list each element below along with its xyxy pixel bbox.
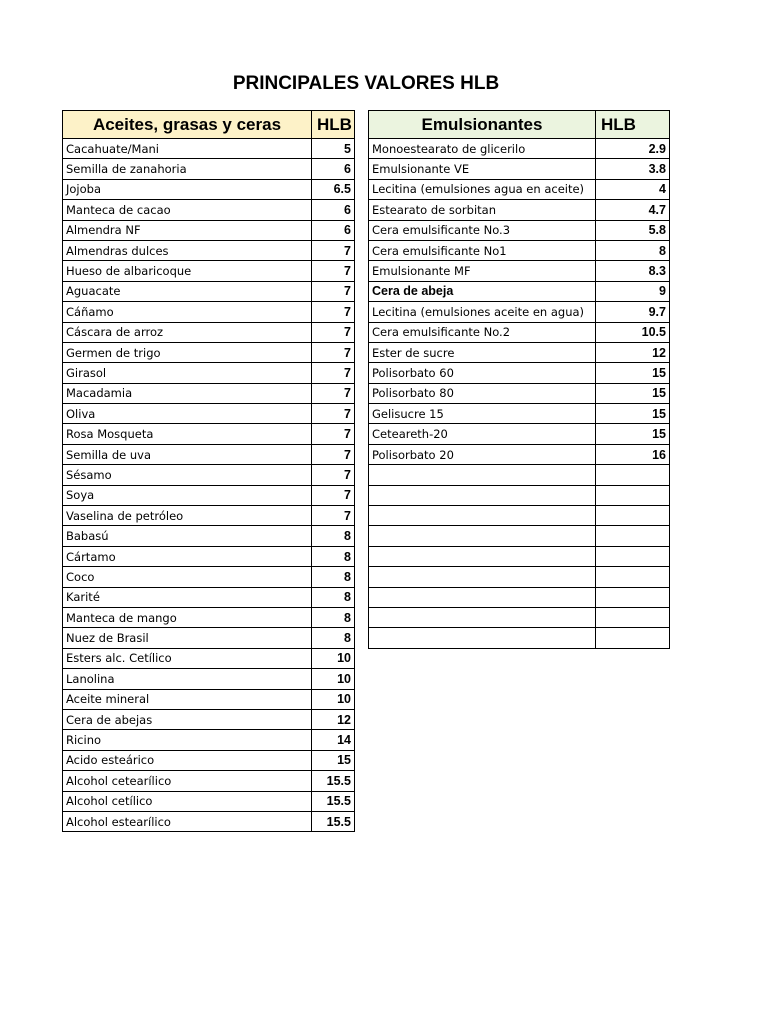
table-row <box>63 607 355 627</box>
name-cell: Polisorbato 20 <box>369 444 596 464</box>
name-cell: Ceteareth-20 <box>369 424 596 444</box>
name-cell: Emulsionante MF <box>369 261 596 281</box>
hlb-cell: 6.5 <box>312 179 355 199</box>
name-cell: Girasol <box>63 363 312 383</box>
table-row <box>63 444 355 464</box>
hlb-cell: 7 <box>312 383 355 403</box>
hlb-cell: 12 <box>596 342 670 362</box>
name-cell: Cera de abeja <box>369 281 596 301</box>
name-cell: Alcohol cetearílico <box>63 771 312 791</box>
table-row <box>369 342 670 362</box>
hlb-cell: 15 <box>312 750 355 770</box>
table-row <box>369 200 670 220</box>
table-row <box>63 791 355 811</box>
empty-cell <box>596 506 670 526</box>
table-row <box>63 383 355 403</box>
table-row <box>369 159 670 179</box>
table-row <box>369 281 670 301</box>
table-row <box>369 383 670 403</box>
table-row <box>63 322 355 342</box>
hlb-cell: 15.5 <box>312 771 355 791</box>
name-cell: Monoestearato de glicerilo <box>369 139 596 159</box>
table-row <box>63 424 355 444</box>
empty-cell <box>596 526 670 546</box>
hlb-cell: 7 <box>312 465 355 485</box>
empty-cell <box>369 506 596 526</box>
emulsifiers-name-header: Emulsionantes <box>369 111 596 139</box>
empty-cell <box>596 485 670 505</box>
hlb-cell: 7 <box>312 322 355 342</box>
table-row <box>63 240 355 260</box>
hlb-cell: 9 <box>596 281 670 301</box>
hlb-cell: 15 <box>596 383 670 403</box>
hlb-cell: 10 <box>312 648 355 668</box>
empty-row <box>369 526 670 546</box>
empty-cell <box>369 465 596 485</box>
name-cell: Almendra NF <box>63 220 312 240</box>
name-cell: Cera emulsificante No1 <box>369 240 596 260</box>
empty-cell <box>369 567 596 587</box>
table-row <box>63 200 355 220</box>
empty-cell <box>596 465 670 485</box>
hlb-cell: 12 <box>312 709 355 729</box>
hlb-cell: 8 <box>312 587 355 607</box>
empty-row <box>369 465 670 485</box>
table-row <box>63 465 355 485</box>
name-cell: Polisorbato 60 <box>369 363 596 383</box>
name-cell: Rosa Mosqueta <box>63 424 312 444</box>
name-cell: Oliva <box>63 404 312 424</box>
table-row <box>369 424 670 444</box>
table-row <box>369 179 670 199</box>
hlb-cell: 6 <box>312 220 355 240</box>
name-cell: Alcohol cetílico <box>63 791 312 811</box>
table-row <box>369 363 670 383</box>
empty-cell <box>596 607 670 627</box>
hlb-cell: 7 <box>312 506 355 526</box>
table-row <box>63 811 355 831</box>
hlb-cell: 15 <box>596 363 670 383</box>
hlb-cell: 7 <box>312 404 355 424</box>
hlb-cell: 5.8 <box>596 220 670 240</box>
emulsifiers-hlb-header: HLB <box>596 111 670 139</box>
table-row <box>63 750 355 770</box>
hlb-cell: 8 <box>312 607 355 627</box>
name-cell: Esters alc. Cetílico <box>63 648 312 668</box>
empty-cell <box>369 587 596 607</box>
hlb-cell: 4 <box>596 179 670 199</box>
name-cell: Polisorbato 80 <box>369 383 596 403</box>
empty-cell <box>369 628 596 648</box>
empty-cell <box>596 567 670 587</box>
name-cell: Macadamia <box>63 383 312 403</box>
name-cell: Ricino <box>63 730 312 750</box>
page-title: PRINCIPALES VALORES HLB <box>232 73 500 94</box>
oils-header-row <box>63 111 355 139</box>
name-cell: Germen de trigo <box>63 342 312 362</box>
table-row <box>63 363 355 383</box>
emulsifiers-header-row <box>369 111 670 139</box>
hlb-cell: 7 <box>312 240 355 260</box>
empty-cell <box>369 607 596 627</box>
hlb-cell: 10.5 <box>596 322 670 342</box>
empty-row <box>369 546 670 566</box>
table-row <box>63 567 355 587</box>
hlb-cell: 4.7 <box>596 200 670 220</box>
table-row <box>63 485 355 505</box>
hlb-cell: 14 <box>312 730 355 750</box>
table-row <box>63 261 355 281</box>
name-cell: Cera de abejas <box>63 709 312 729</box>
name-cell: Babasú <box>63 526 312 546</box>
hlb-cell: 7 <box>312 281 355 301</box>
table-row <box>63 220 355 240</box>
name-cell: Acido esteárico <box>63 750 312 770</box>
table-row <box>63 669 355 689</box>
hlb-cell: 15.5 <box>312 791 355 811</box>
name-cell: Sésamo <box>63 465 312 485</box>
hlb-cell: 7 <box>312 342 355 362</box>
hlb-cell: 16 <box>596 444 670 464</box>
name-cell: Cáscara de arroz <box>63 322 312 342</box>
table-row <box>369 139 670 159</box>
table-row <box>63 648 355 668</box>
name-cell: Cacahuate/Mani <box>63 139 312 159</box>
name-cell: Coco <box>63 567 312 587</box>
emulsifiers-table-body <box>369 139 670 649</box>
hlb-cell: 3.8 <box>596 159 670 179</box>
table-row <box>63 506 355 526</box>
table-row <box>369 261 670 281</box>
hlb-cell: 10 <box>312 689 355 709</box>
table-row <box>63 139 355 159</box>
name-cell: Vaselina de petróleo <box>63 506 312 526</box>
hlb-cell: 10 <box>312 669 355 689</box>
name-cell: Semilla de uva <box>63 444 312 464</box>
hlb-cell: 6 <box>312 159 355 179</box>
hlb-cell: 8 <box>312 546 355 566</box>
name-cell: Manteca de cacao <box>63 200 312 220</box>
empty-cell <box>369 485 596 505</box>
name-cell: Cera emulsificante No.3 <box>369 220 596 240</box>
hlb-cell: 8 <box>312 567 355 587</box>
table-row <box>369 220 670 240</box>
table-row <box>63 587 355 607</box>
table-row <box>63 689 355 709</box>
empty-cell <box>596 628 670 648</box>
empty-row <box>369 628 670 648</box>
oils-hlb-header: HLB <box>312 111 355 139</box>
name-cell: Karité <box>63 587 312 607</box>
empty-row <box>369 506 670 526</box>
oils-table <box>62 110 355 832</box>
hlb-cell: 5 <box>312 139 355 159</box>
hlb-cell: 7 <box>312 485 355 505</box>
oils-table-body <box>63 139 355 832</box>
name-cell: Gelisucre 15 <box>369 404 596 424</box>
hlb-cell: 7 <box>312 302 355 322</box>
hlb-cell: 9.7 <box>596 302 670 322</box>
hlb-cell: 15.5 <box>312 811 355 831</box>
name-cell: Lecitina (emulsiones agua en aceite) <box>369 179 596 199</box>
table-row <box>63 730 355 750</box>
table-row <box>63 179 355 199</box>
empty-row <box>369 587 670 607</box>
table-row <box>369 404 670 424</box>
hlb-cell: 15 <box>596 404 670 424</box>
name-cell: Almendras dulces <box>63 240 312 260</box>
name-cell: Nuez de Brasil <box>63 628 312 648</box>
name-cell: Lanolina <box>63 669 312 689</box>
name-cell: Manteca de mango <box>63 607 312 627</box>
table-row <box>63 546 355 566</box>
empty-row <box>369 567 670 587</box>
name-cell: Emulsionante VE <box>369 159 596 179</box>
name-cell: Jojoba <box>63 179 312 199</box>
name-cell: Semilla de zanahoria <box>63 159 312 179</box>
hlb-cell: 8 <box>312 526 355 546</box>
name-cell: Cártamo <box>63 546 312 566</box>
name-cell: Ester de sucre <box>369 342 596 362</box>
oils-name-header: Aceites, grasas y ceras <box>63 111 312 139</box>
table-row <box>63 526 355 546</box>
name-cell: Aguacate <box>63 281 312 301</box>
table-row <box>369 302 670 322</box>
hlb-cell: 7 <box>312 444 355 464</box>
hlb-cell: 6 <box>312 200 355 220</box>
table-row <box>369 444 670 464</box>
table-row <box>63 404 355 424</box>
name-cell: Estearato de sorbitan <box>369 200 596 220</box>
empty-cell <box>369 526 596 546</box>
table-row <box>63 302 355 322</box>
empty-cell <box>369 546 596 566</box>
hlb-cell: 7 <box>312 424 355 444</box>
empty-row <box>369 607 670 627</box>
hlb-cell: 8 <box>312 628 355 648</box>
name-cell: Hueso de albaricoque <box>63 261 312 281</box>
hlb-cell: 7 <box>312 363 355 383</box>
table-row <box>63 342 355 362</box>
table-row <box>369 322 670 342</box>
name-cell: Cáñamo <box>63 302 312 322</box>
hlb-cell: 8 <box>596 240 670 260</box>
empty-row <box>369 485 670 505</box>
table-row <box>63 281 355 301</box>
name-cell: Aceite mineral <box>63 689 312 709</box>
name-cell: Alcohol estearílico <box>63 811 312 831</box>
table-row <box>63 709 355 729</box>
emulsifiers-table <box>368 110 670 649</box>
name-cell: Cera emulsificante No.2 <box>369 322 596 342</box>
table-row <box>63 771 355 791</box>
hlb-cell: 7 <box>312 261 355 281</box>
empty-cell <box>596 587 670 607</box>
table-row <box>63 159 355 179</box>
hlb-cell: 15 <box>596 424 670 444</box>
name-cell: Lecitina (emulsiones aceite en agua) <box>369 302 596 322</box>
name-cell: Soya <box>63 485 312 505</box>
hlb-cell: 2.9 <box>596 139 670 159</box>
table-row <box>63 628 355 648</box>
table-row <box>369 240 670 260</box>
empty-cell <box>596 546 670 566</box>
hlb-cell: 8.3 <box>596 261 670 281</box>
